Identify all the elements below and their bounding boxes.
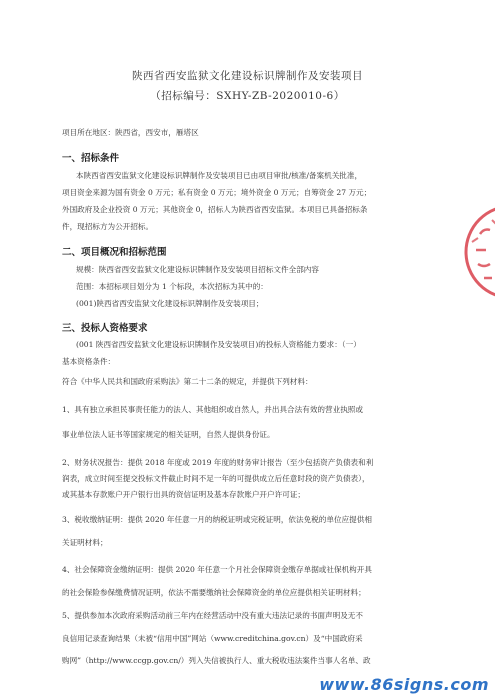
tender-number: （招标编号：SXHY-ZB-2020010-6） bbox=[150, 90, 345, 102]
document-title: 陕西省西安监狱文化建设标识牌制作及安装项目 bbox=[132, 70, 363, 82]
paragraph-line: 本陕西省西安监狱文化建设标识牌制作及安装项目已由项目审批/核准/备案机关批准， bbox=[76, 171, 363, 180]
paragraph-line: 或其基本存款账户开户银行出具的资信证明及基本存款账户开户许可证； bbox=[62, 490, 305, 499]
paragraph-line: 事业单位法人证书等国家规定的相关证明，自然人提供身份证。 bbox=[62, 430, 275, 439]
official-seal-stamp bbox=[462, 200, 495, 304]
paragraph-line: 4、社会保障资金缴纳证明：提供 2020 年任意一个月社会保障资金缴存单据或社保机构开具 bbox=[62, 565, 372, 574]
paragraph-line: (001)陕西省西安监狱文化建设标识牌制作及安装项目； bbox=[76, 299, 264, 308]
paragraph-line: (001 陕西省西安监狱文化建设标识牌制作及安装项目)的投标人资格能力要求：（一） bbox=[76, 340, 361, 349]
paragraph-line: 符合《中华人民共和国政府采购法》第二十二条的规定，并提供下列材料： bbox=[62, 377, 313, 386]
paragraph-line: 3、税收缴纳证明：提供 2020 年任意一月的纳税证明或完税证明，依法免税的单位应提供相 bbox=[62, 515, 372, 524]
paragraph-line: 外国政府及企业投资 0 万元；其他资金 0，招标人为陕西省西安监狱。本项目已具备招标条 bbox=[62, 205, 368, 214]
paragraph-line: 范围：本招标项目划分为 1 个标段，本次招标为其中的： bbox=[76, 282, 268, 291]
paragraph-line: 规模：陕西省西安监狱文化建设标识牌制作及安装项目招标文件全部内容 bbox=[76, 265, 319, 274]
paragraph-line: 关证明材料； bbox=[62, 538, 108, 547]
paragraph-line: 2、财务状况报告：提供 2018 年度或 2019 年度的财务审计报告（至少包括资产负债表和利 bbox=[62, 458, 374, 467]
paragraph-line: 基本资格条件： bbox=[62, 357, 116, 366]
section-heading-3: 三、投标人资格要求 bbox=[62, 323, 148, 334]
paragraph-line: 良信用记录查询结果（未被“信用中国”网站（www.creditchina.gov.cn）及“中国政府采 bbox=[62, 634, 363, 643]
paragraph-line: 件，现招标方为公开招标。 bbox=[62, 222, 154, 231]
paragraph-line: 购网”（http://www.ccgp.gov.cn/）列入失信被执行人、重大税收违法案件当事人名单、政 bbox=[62, 656, 371, 665]
paragraph-line: 5、提供参加本次政府采购活动前三年内在经营活动中没有重大违法记录的书面声明及无不 bbox=[62, 611, 363, 620]
paragraph-line: 1、具有独立承担民事责任能力的法人、其他组织或自然人，并出具合法有效的营业执照或 bbox=[62, 405, 363, 414]
paragraph-line: 项目资金来源为国有资金 0 万元；私有资金 0 万元；境外资金 0 万元；自筹资金 27 万元； bbox=[62, 188, 372, 197]
section-heading-2: 二、项目概况和招标范围 bbox=[62, 247, 167, 258]
paragraph-line: 润表，成立时间至提交投标文件截止时间不足一年的可提供成立后任意时段的资产负债表）， bbox=[62, 474, 370, 483]
site-watermark: www.86signs.com bbox=[319, 675, 489, 694]
paragraph-line: 的社会保险参保缴费情况证明，依法不需要缴纳社会保障资金的单位应提供相关证明材料； bbox=[62, 588, 366, 597]
project-location: 项目所在地区：陕西省，西安市，雁塔区 bbox=[62, 128, 199, 137]
section-heading-1: 一、招标条件 bbox=[62, 153, 120, 164]
